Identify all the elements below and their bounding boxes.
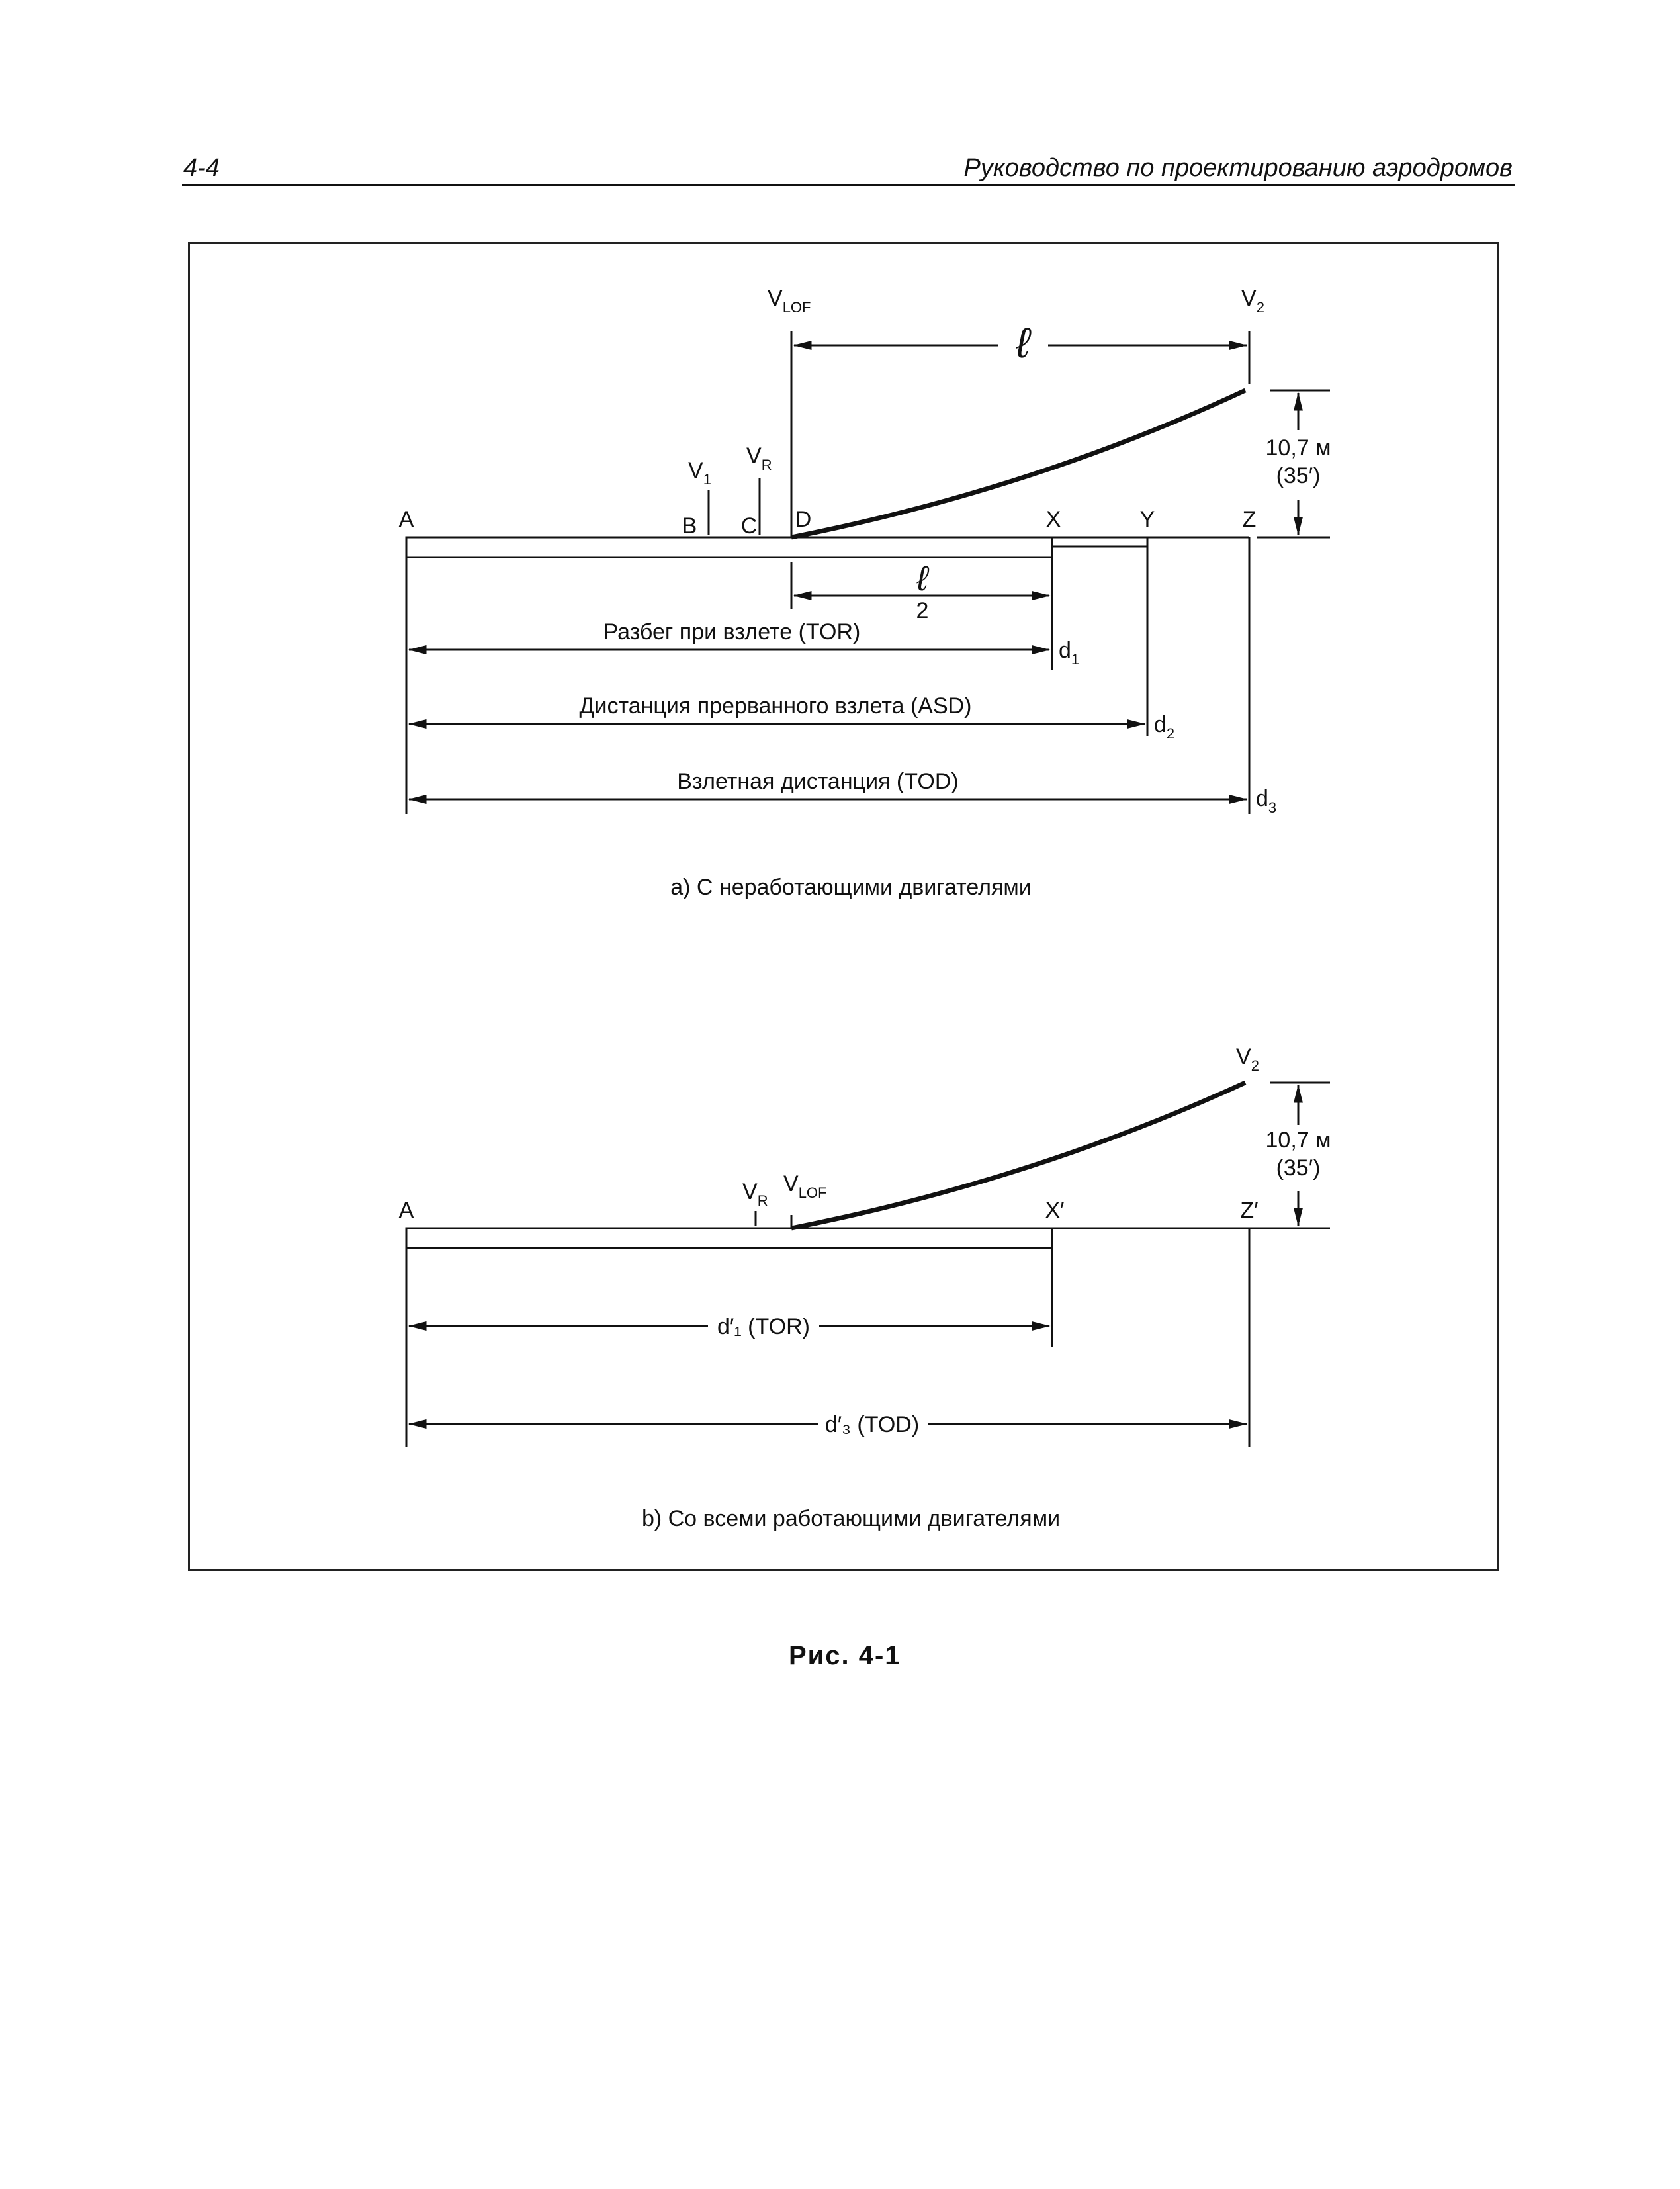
climb-path-a: [791, 390, 1245, 537]
height-m-a: 10,7 м: [1265, 435, 1331, 461]
height-ft-b: (35′): [1276, 1155, 1321, 1181]
height-ft-a: (35′): [1276, 463, 1321, 488]
tor-label: Разбег при взлете (TOR): [603, 619, 861, 645]
d1-label: $d_1$: [1059, 638, 1080, 668]
runway-b: [406, 1228, 1052, 1248]
point-Y: Y: [1139, 507, 1155, 532]
point-X-b: X′: [1045, 1198, 1065, 1223]
point-C: C: [740, 514, 758, 539]
half-ell-denominator: 2: [916, 598, 929, 623]
tod-label: Взлетная дистанция (TOD): [677, 769, 959, 794]
d2-label: $d_2$: [1154, 712, 1175, 742]
half-ell-numerator: ℓ: [916, 560, 928, 598]
vr-label: $V_R$: [746, 443, 772, 473]
height-m-b: 10,7 м: [1265, 1128, 1331, 1153]
figure-caption: Рис. 4-1: [789, 1641, 901, 1670]
asd-label: Дистанция прерванного взлета (ASD): [579, 693, 972, 719]
v1-label: $V_1$: [688, 458, 711, 488]
vr-label-b: $V_R$: [742, 1179, 768, 1209]
tod-label-b: d′₃ (TOD): [824, 1412, 920, 1437]
running-title: Руководство по проектированию аэродромов: [963, 154, 1513, 182]
caption-b: b) Со всеми работающими двигателями: [641, 1506, 1061, 1531]
v2-label-b: $V_2$: [1236, 1044, 1259, 1074]
d3-label: $d_3$: [1256, 786, 1277, 816]
point-Z: Z: [1242, 507, 1257, 532]
figure-b: [399, 1044, 1331, 1531]
ell-symbol: ℓ: [1016, 319, 1030, 367]
point-X: X: [1045, 507, 1061, 532]
runway-a: [406, 537, 1052, 557]
climb-path-b: [791, 1083, 1245, 1228]
point-A: A: [398, 507, 414, 532]
point-A-b: A: [398, 1198, 414, 1223]
point-D: D: [795, 507, 812, 532]
stopway-a: [1052, 537, 1147, 547]
page-number: 4-4: [183, 154, 220, 182]
vlof-label-b: $V_{LOF}$: [783, 1171, 827, 1201]
vlof-label: $V_{LOF}$: [768, 286, 811, 316]
figure-a: [399, 286, 1331, 900]
point-B: B: [682, 514, 697, 539]
caption-a: a) С неработающими двигателями: [670, 875, 1032, 900]
tor-label-b: d′₁ (TOR): [717, 1314, 811, 1339]
v2-label-a: $V_2$: [1241, 286, 1264, 316]
point-Z-b: Z′: [1240, 1198, 1259, 1223]
